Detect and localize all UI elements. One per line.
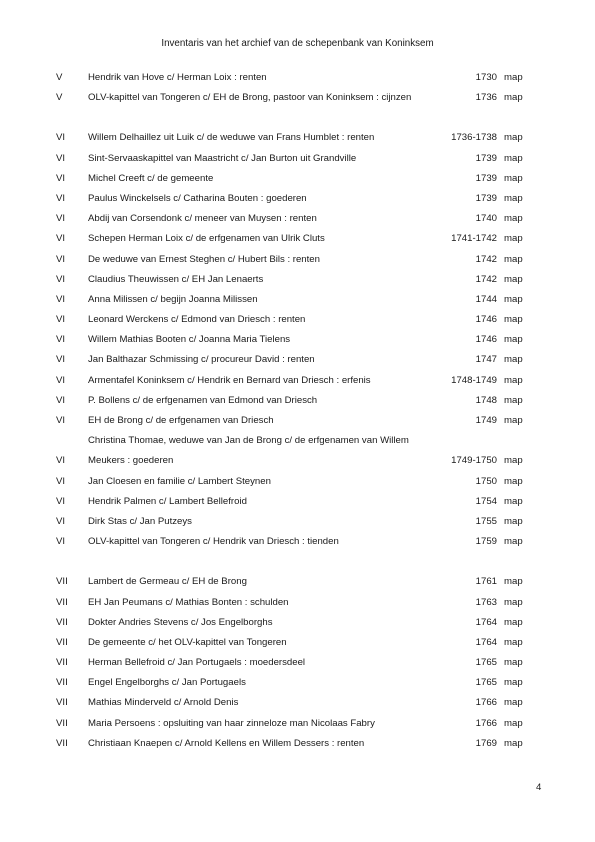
entry-title: Lambert de Germeau c/ EH de Brong (88, 576, 247, 588)
entry-year: 1740 (475, 213, 497, 225)
entry-title: Schepen Herman Loix c/ de erfgenamen van Ulrik Cluts (88, 233, 325, 245)
entry-section: VI (56, 415, 66, 426)
entry-year: 1730 (475, 72, 497, 83)
entry-year: 1761 (475, 576, 497, 588)
entry-section: VI (56, 172, 66, 184)
entry-type: map (504, 374, 523, 386)
entry-type: map (504, 192, 523, 204)
entry-year: 1759 (475, 536, 497, 548)
inventory-entry (0, 453, 595, 473)
entry-title: Christina Thomae, weduwe van Jan de Brong c/ de erfgenamen van Willem (88, 435, 409, 447)
entry-section: VI (56, 334, 66, 346)
entry-title: Mathias Minderveld c/ Arnold Denis (88, 697, 239, 709)
entry-type: map (504, 616, 523, 628)
entry-type: map (504, 172, 523, 184)
inventory-entry (0, 716, 595, 736)
entry-year: 1748-1749 (451, 374, 497, 386)
entry-type: map (504, 92, 523, 104)
entry-section: VII (56, 596, 68, 608)
inventory-entry (0, 736, 595, 756)
inventory-entry (0, 373, 595, 393)
entry-title: Willem Mathias Booten c/ Joanna Maria Tielens (88, 334, 291, 346)
entry-section: VII (56, 657, 68, 669)
entry-year: 1766 (475, 697, 497, 709)
entry-title: Dirk Stas c/ Jan Putzeys (88, 515, 192, 527)
entry-type: map (504, 515, 523, 527)
entry-section: VI (56, 374, 66, 386)
entry-title: De gemeente c/ het OLV-kapittel van Tongeren (88, 636, 287, 648)
entry-section: VI (56, 314, 66, 326)
entry-type: map (504, 293, 523, 305)
inventory-entry (0, 393, 595, 413)
entry-section: VI (56, 233, 66, 245)
entry-type: map (504, 475, 523, 487)
entry-year: 1739 (475, 152, 497, 164)
entry-title: Jan Balthazar Schmissing c/ procureur David : renten (88, 354, 315, 366)
entry-title: Abdij van Corsendonk c/ meneer van Muysen : renten (88, 213, 317, 225)
inventory-entry (0, 211, 595, 231)
entry-year: 1741-1742 (451, 233, 497, 245)
entry-type: map (504, 273, 523, 285)
entry-type: map (504, 636, 523, 648)
entry-section: VII (56, 616, 68, 628)
inventory-entry (0, 655, 595, 675)
entry-year: 1748 (475, 394, 497, 406)
entry-year: 1765 (475, 677, 497, 689)
entry-type: map (504, 354, 523, 366)
entry-title: Hendrik Palmen c/ Lambert Bellefroid (88, 495, 247, 507)
entry-type: map (504, 213, 523, 225)
entry-section: VII (56, 677, 68, 689)
inventory-entry (0, 171, 595, 191)
entry-title: EH Jan Peumans c/ Mathias Bonten : schulden (88, 596, 289, 608)
entry-type: map (504, 596, 523, 608)
entry-title: Meukers : goederen (88, 455, 174, 467)
entry-year: 1765 (475, 657, 497, 669)
entry-year: 1747 (475, 354, 497, 366)
entry-section: VI (56, 253, 66, 265)
entry-type: map (504, 576, 523, 588)
entry-year: 1742 (475, 253, 497, 265)
inventory-entry (0, 494, 595, 514)
entry-section: VI (56, 273, 66, 285)
entry-title: Michel Creeft c/ de gemeente (88, 172, 214, 184)
entry-title: Paulus Winckelsels c/ Catharina Bouten : goederen (88, 192, 307, 204)
entry-type: map (504, 495, 523, 507)
inventory-entry (0, 474, 595, 494)
entry-section: VII (56, 697, 68, 709)
entry-year: 1754 (475, 495, 497, 507)
inventory-entry (0, 70, 595, 90)
inventory-list (0, 70, 595, 756)
inventory-entry (0, 675, 595, 695)
entry-year: 1739 (475, 192, 497, 204)
inventory-entry (0, 695, 595, 715)
entry-section: VI (56, 213, 66, 225)
entry-year: 1736-1738 (451, 132, 497, 144)
entry-year: 1769 (475, 737, 497, 749)
entry-type: map (504, 152, 523, 164)
entry-type: map (504, 697, 523, 709)
entry-title: Engel Engelborghs c/ Jan Portugaels (88, 677, 246, 689)
inventory-entry (0, 534, 595, 554)
inventory-entry (0, 292, 595, 312)
entry-year: 1766 (475, 717, 497, 729)
page-number: 4 (536, 782, 542, 793)
entry-year: 1749 (475, 415, 497, 426)
entry-title: De weduwe van Ernest Steghen c/ Hubert Bils : renten (88, 253, 320, 265)
entry-title: Maria Persoens : opsluiting van haar zinneloze man Nicolaas Fabry (88, 717, 375, 729)
entry-type: map (504, 334, 523, 346)
entry-section: VI (56, 455, 66, 467)
page-header: Inventaris van het archief van de schepenbank van Koninksem (161, 38, 434, 49)
entry-section: VI (56, 495, 66, 507)
entry-section: VII (56, 636, 68, 648)
inventory-entry (0, 433, 595, 453)
entry-section: VI (56, 354, 66, 366)
entry-section: VI (56, 293, 66, 305)
inventory-entry (0, 312, 595, 332)
entry-type: map (504, 415, 523, 426)
entry-type: map (504, 72, 523, 83)
entry-section: VI (56, 132, 66, 144)
entry-title: Leonard Werckens c/ Edmond van Driesch : renten (88, 314, 306, 326)
entry-type: map (504, 253, 523, 265)
entry-year: 1750 (475, 475, 497, 487)
entry-title: Armentafel Koninksem c/ Hendrik en Bernard van Driesch : erfenis (88, 374, 371, 386)
inventory-entry (0, 413, 595, 433)
entry-type: map (504, 394, 523, 406)
entry-year: 1764 (475, 636, 497, 648)
entry-section: V (56, 92, 63, 104)
entry-year: 1746 (475, 334, 497, 346)
entry-year: 1763 (475, 596, 497, 608)
entry-section: VI (56, 192, 66, 204)
inventory-entry (0, 272, 595, 292)
inventory-entry (0, 231, 595, 251)
entry-section: VII (56, 737, 68, 749)
inventory-entry (0, 332, 595, 352)
entry-title: Anna Milissen c/ begijn Joanna Milissen (88, 293, 258, 305)
entry-section: VI (56, 475, 66, 487)
entry-year: 1746 (475, 314, 497, 326)
entry-year: 1736 (475, 92, 497, 104)
entry-type: map (504, 536, 523, 548)
inventory-entry (0, 151, 595, 171)
entry-title: Hendrik van Hove c/ Herman Loix : renten (88, 72, 267, 83)
entry-title: P. Bollens c/ de erfgenamen van Edmond van Driesch (88, 394, 318, 406)
section-spacer (0, 110, 595, 130)
entry-section: VII (56, 717, 68, 729)
entry-section: VI (56, 515, 66, 527)
entry-section: VII (56, 576, 68, 588)
entry-section: VI (56, 152, 66, 164)
entry-type: map (504, 677, 523, 689)
entry-section: VI (56, 536, 66, 548)
entry-type: map (504, 314, 523, 326)
inventory-entry (0, 595, 595, 615)
entry-title: OLV-kapittel van Tongeren c/ EH de Brong, pastoor van Koninksem : cijnzen (88, 92, 412, 104)
entry-title: Dokter Andries Stevens c/ Jos Engelborghs (88, 616, 273, 628)
entry-title: Jan Cloesen en familie c/ Lambert Steynen (88, 475, 271, 487)
inventory-entry (0, 130, 595, 150)
entry-title: Sint-Servaaskapittel van Maastricht c/ Jan Burton uit Grandville (88, 152, 357, 164)
inventory-entry (0, 514, 595, 534)
entry-section: VI (56, 394, 66, 406)
inventory-entry (0, 191, 595, 211)
entry-section: V (56, 72, 63, 83)
entry-title: Christiaan Knaepen c/ Arnold Kellens en Willem Dessers : renten (88, 737, 365, 749)
entry-type: map (504, 233, 523, 245)
inventory-entry (0, 635, 595, 655)
inventory-entry (0, 352, 595, 372)
entry-year: 1749-1750 (451, 455, 497, 467)
entry-type: map (504, 737, 523, 749)
entry-year: 1739 (475, 172, 497, 184)
entry-year: 1764 (475, 616, 497, 628)
entry-type: map (504, 132, 523, 144)
section-spacer (0, 554, 595, 574)
entry-title: Claudius Theuwissen c/ EH Jan Lenaerts (88, 273, 264, 285)
inventory-entry (0, 574, 595, 594)
entry-title: EH de Brong c/ de erfgenamen van Driesch (88, 415, 274, 426)
entry-year: 1744 (475, 293, 497, 305)
entry-type: map (504, 455, 523, 467)
inventory-entry (0, 615, 595, 635)
inventory-entry (0, 252, 595, 272)
inventory-entry (0, 90, 595, 110)
entry-title: OLV-kapittel van Tongeren c/ Hendrik van Driesch : tienden (88, 536, 339, 548)
entry-year: 1742 (475, 273, 497, 285)
entry-type: map (504, 717, 523, 729)
entry-title: Herman Bellefroid c/ Jan Portugaels : moedersdeel (88, 657, 306, 669)
entry-title: Willem Delhaillez uit Luik c/ de weduwe van Frans Humblet : renten (88, 132, 375, 144)
entry-type: map (504, 657, 523, 669)
entry-year: 1755 (475, 515, 497, 527)
